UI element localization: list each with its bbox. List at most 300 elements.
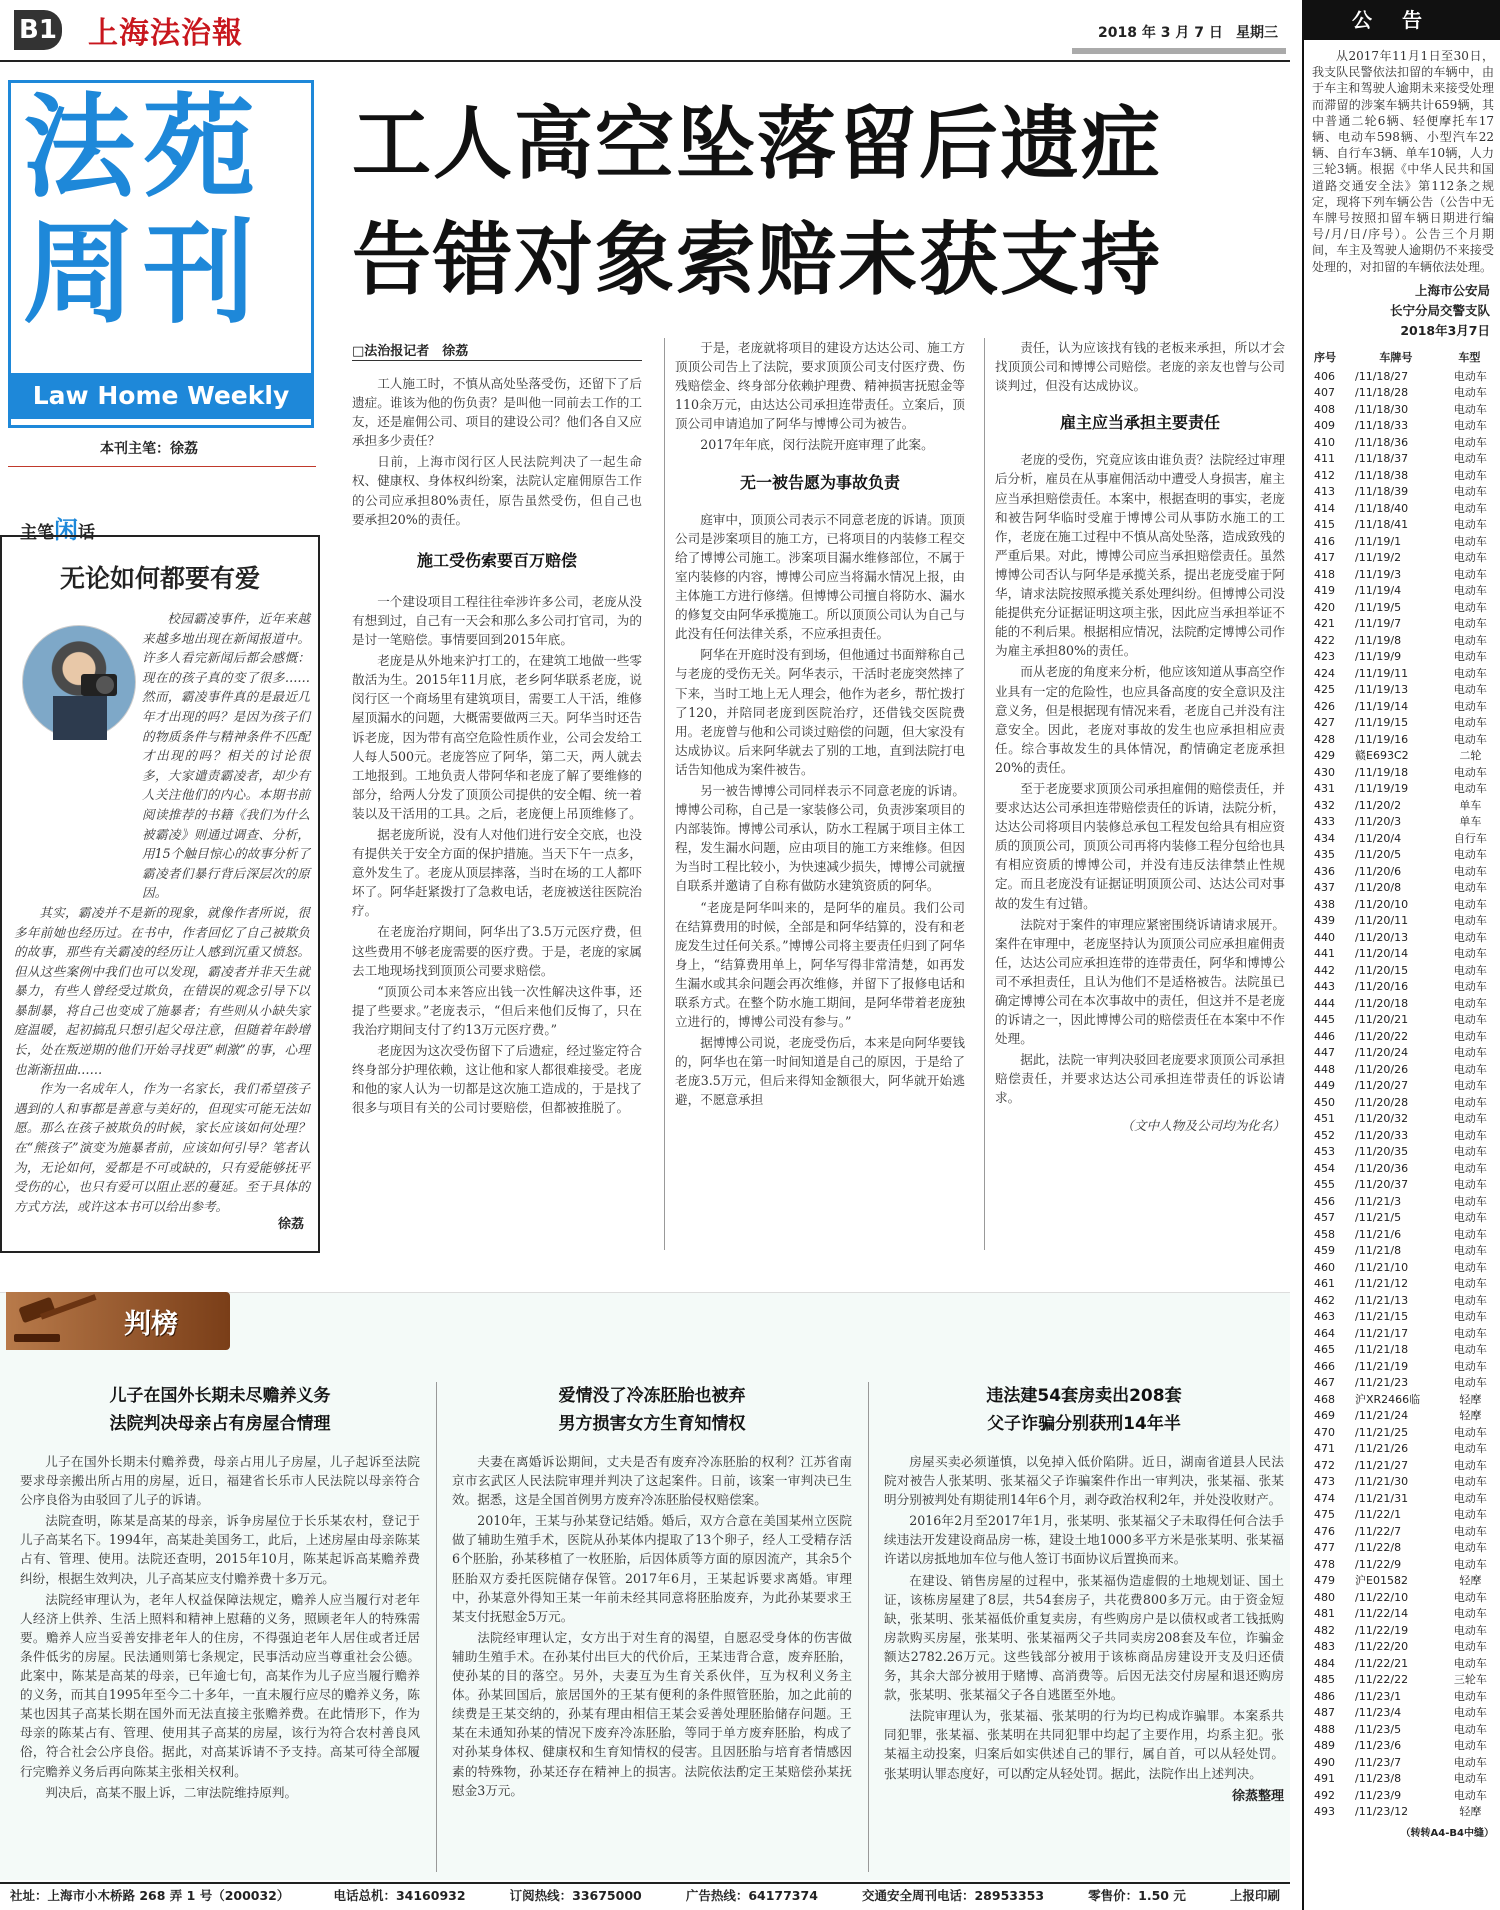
vehicle-row: [1304, 897, 1500, 914]
vehicle-type-cell: 电动车: [1453, 848, 1487, 862]
vehicle-no-cell: 490: [1314, 1755, 1335, 1769]
vehicle-col-plate: 车牌号: [1379, 350, 1413, 364]
judgment-paragraph: 房屋买卖必须谨慎，以免掉入低价陷阱。近日，湖南省道县人民法院对被告人张某明、张某福父子诈骗案件作出一审判决，张某福、张某明分别被判处有期徒刑14年6个月，剥夺政治权利2年，并处没收财产。: [884, 1454, 1284, 1508]
judgment-paragraph: 法院审理认为，张某福、张某明的行为均已构成诈骗罪。本案系共同犯罪，张某福、张某明在共同犯罪中均起了主要作用，均系主犯。张某福主动投案，归案后如实供述自己的罪行，属自首，可以从轻处罚。张某明认罪态度好，可以酌定从轻处罚。据此，法院作出上述判决。: [884, 1708, 1284, 1781]
main-headline-line2: 告错对象索赔未获支持: [352, 214, 1162, 306]
footer-ads: 广告热线：64177374: [685, 1888, 818, 1903]
article-paragraph: 至于老庞要求顶顶公司承担雇佣的赔偿责任，并要求达达公司承担连带赔偿责任的诉请，法院分析，达达公司将项目内装修总承包工程发包给具有相应资质的顶顶公司，顶顶公司再将内装修工程分包给也具有相应资质的博博公司，并没有违反法律禁止性规定。而且老庞没有证据证明顶顶公司、达达公司对事故的发生有过错。: [995, 780, 1285, 911]
notice-panel: [1302, 0, 1500, 1910]
vehicle-no-cell: 441: [1314, 947, 1335, 961]
vehicle-no-cell: 416: [1314, 534, 1335, 548]
vehicle-row: [1304, 1408, 1500, 1425]
vehicle-row: [1304, 550, 1500, 567]
vehicle-row: [1304, 864, 1500, 881]
article-paragraph: 庭审中，顶顶公司表示不同意老庞的诉请。顶顶公司是涉案项目的施工方，已将项目的内装修工程交给了博博公司施工。涉案项目漏水维修部位，不属于室内装修的内容，博博公司应当将漏水情况上报，由主体施工方进行修缮。但博博公司擅自将防水、漏水的修复交由阿华承揽施工。所以顶顶公司认为自己与此没有任何法律关系，不应承担责任。: [675, 511, 965, 642]
vehicle-type-cell: 电动车: [1453, 1046, 1487, 1060]
column-paragraph: 作为一名成年人，作为一名家长，我们希望孩子遇到的人和事都是善意与美好的，但现实可能无法如愿。那么在孩子被欺负的时候，家长应该如何处理？在“熊孩子”演变为施暴者前，应该如何引导？笔者认为，无论如何，爱都是不可或缺的，只有爱能够抚平受伤的心，也只有爱可以阻止恶的蔓延。至于具体的方式方法，或许这本书可以给出参考。: [14, 1081, 310, 1214]
vehicle-plate-cell: /11/19/18: [1355, 765, 1409, 779]
footer-phone: 电话总机：34160932: [333, 1888, 466, 1903]
judgment-paragraph: 判决后，高某不服上诉，二审法院维持原判。: [45, 1784, 298, 1800]
vehicle-no-cell: 411: [1314, 452, 1335, 466]
vehicle-type-cell: 电动车: [1453, 1376, 1487, 1390]
article-column-1: [352, 374, 642, 1250]
vehicle-no-cell: 468: [1314, 1392, 1335, 1406]
vehicle-type-cell: 电动车: [1453, 1029, 1487, 1043]
vehicle-type-cell: 电动车: [1453, 534, 1487, 548]
article-paragraph: “老庞是阿华叫来的，是阿华的雇员。我们公司在结算费用的时候，全部是和阿华结算的，没有和老庞发生过任何关系。”博博公司将主要责任归到了阿华身上，“结算费用单上，阿华写得非常清楚，如再发生漏水或其余问题会再次维修，并留下了报修电话和联系方式。在整个防水施工期间，是阿华带着老庞独立进行的，博博公司没有参与。”: [675, 899, 965, 1030]
vehicle-row: [1304, 1359, 1500, 1376]
notice-issuer-1: 上海市公安局: [1414, 282, 1490, 298]
vehicle-no-cell: 430: [1314, 765, 1335, 779]
vehicle-plate-cell: /11/21/10: [1355, 1260, 1409, 1274]
vehicle-type-cell: 电动车: [1453, 1227, 1487, 1241]
vehicle-no-cell: 470: [1314, 1425, 1335, 1439]
column-signature: 徐荔: [277, 1217, 304, 1232]
vehicle-no-cell: 471: [1314, 1442, 1335, 1456]
vehicle-type-cell: 电动车: [1453, 1277, 1487, 1291]
vehicle-row: [1304, 1309, 1500, 1326]
vehicle-type-cell: 轻摩: [1459, 1574, 1482, 1588]
vehicle-type-cell: 电动车: [1453, 1491, 1487, 1505]
vehicle-plate-cell: /11/23/7: [1355, 1755, 1402, 1769]
vehicle-row: [1304, 1606, 1500, 1623]
vehicle-plate-cell: /11/22/8: [1355, 1541, 1402, 1555]
vehicle-plate-cell: /11/22/20: [1355, 1640, 1409, 1654]
vehicle-type-cell: 电动车: [1453, 683, 1487, 697]
vehicle-no-cell: 422: [1314, 633, 1335, 647]
vehicle-plate-cell: /11/21/5: [1355, 1211, 1402, 1225]
byline-rule: [352, 360, 642, 361]
vehicle-type-cell: 电动车: [1453, 600, 1487, 614]
vehicle-plate-cell: /11/20/21: [1355, 1013, 1409, 1027]
vehicle-plate-cell: /11/22/7: [1355, 1524, 1402, 1538]
vehicle-row: [1304, 781, 1500, 798]
vehicle-plate-cell: 赣E693C2: [1355, 749, 1409, 763]
article-paragraph: 老庞因为这次受伤留下了后遗症，经过鉴定符合终身部分护理依赖，这让他和家人都很难接受。老庞和他的家人认为一切都是这次施工造成的，于是找了很多与项目有关的公司讨要赔偿，但都被推脱了。: [352, 1043, 642, 1116]
vehicle-type-cell: 电动车: [1453, 1326, 1487, 1340]
vehicle-row: [1304, 484, 1500, 501]
page-code: B1: [14, 10, 62, 50]
vehicle-type-cell: 电动车: [1453, 1541, 1487, 1555]
vehicle-plate-cell: /11/20/18: [1355, 996, 1409, 1010]
vehicle-type-cell: 电动车: [1453, 864, 1487, 878]
judgments-banner: [6, 1292, 230, 1350]
section-title-line1: 法苑: [23, 83, 263, 213]
vehicle-no-cell: 455: [1314, 1178, 1335, 1192]
vehicle-type-cell: 电动车: [1453, 1194, 1487, 1208]
vehicle-no-cell: 429: [1314, 749, 1335, 763]
vehicle-plate-cell: /11/20/11: [1355, 914, 1409, 928]
judgment-paragraph: 法院经审理认定，女方出于对生育的渴望，自愿忍受身体的伤害做辅助生殖手术。在孙某付出巨大的代价后，王某违背合意，废弃胚胎，使孙某的目的落空。另外，夫妻互为生育关系伙伴，互为权利义务主体。孙某回国后，旅居国外的王某有便利的条件照管胚胎，加之此前的续费是王某交纳的，孙某有理由相信王某会妥善处理胚胎储存问题。王某在未通知孙某的情况下废弃冷冻胚胎，等同于单方废弃胚胎，构成了对孙某身体权、健康权和生育知情权的侵害。且因胚胎与培育者情感因素的特殊物，孙某还存在精神上的损害。法院依法酌定王某赔偿孙某抚慰金3万元。: [452, 1629, 852, 1798]
vehicle-plate-cell: /11/18/39: [1355, 485, 1409, 499]
vehicle-row: [1304, 1474, 1500, 1491]
vehicle-type-cell: 电动车: [1453, 584, 1487, 598]
vehicle-type-cell: 电动车: [1453, 1079, 1487, 1093]
vehicle-row: [1304, 666, 1500, 683]
main-byline: □法治报记者 徐荔: [352, 344, 469, 359]
vehicle-no-cell: 491: [1314, 1772, 1335, 1786]
article-paragraph: 阿华在开庭时没有到场，但他通过书面辩称自己与老庞的受伤无关。阿华表示，干活时老庞突然摔了下来，当时工地上无人理会，他作为老乡，帮忙拨打了120，并陪同老庞到医院治疗，还借钱交医院费用。老庞曾与他和公司谈过赔偿的问题，但大家没有达成协议。后来阿华就去了别的工地，直到法院打电话告知他成为案件被告。: [675, 647, 965, 777]
vehicle-row: [1304, 1227, 1500, 1244]
vehicle-row: [1304, 1375, 1500, 1392]
vehicle-row: [1304, 1491, 1500, 1508]
vehicle-no-cell: 476: [1314, 1524, 1335, 1538]
vehicle-row: [1304, 1722, 1500, 1739]
vehicle-no-cell: 450: [1314, 1095, 1335, 1109]
vehicle-no-cell: 428: [1314, 732, 1335, 746]
vehicle-row: [1304, 1689, 1500, 1706]
vehicle-plate-cell: 沪XR2466临: [1355, 1392, 1421, 1406]
vehicle-no-cell: 409: [1314, 419, 1335, 433]
vehicle-plate-cell: /11/21/23: [1355, 1376, 1409, 1390]
vehicle-type-cell: 单车: [1459, 815, 1482, 829]
judgment-signature: 徐蒸整理: [1231, 1788, 1284, 1804]
vehicle-plate-cell: /11/22/1: [1355, 1508, 1402, 1522]
vehicle-type-cell: 轻摩: [1459, 1805, 1482, 1819]
vehicle-no-cell: 442: [1314, 963, 1335, 977]
vehicle-type-cell: 电动车: [1453, 1343, 1487, 1357]
vehicle-no-cell: 485: [1314, 1673, 1335, 1687]
vehicle-type-cell: 电动车: [1453, 1013, 1487, 1027]
vehicle-no-cell: 477: [1314, 1541, 1335, 1555]
vehicle-no-cell: 462: [1314, 1293, 1335, 1307]
vehicle-row: [1304, 1771, 1500, 1788]
vehicle-row: [1304, 1755, 1500, 1772]
vehicle-row: [1304, 402, 1500, 419]
vehicle-type-cell: 电动车: [1453, 1640, 1487, 1654]
vehicle-row: [1304, 1128, 1500, 1145]
vehicle-plate-cell: /11/21/27: [1355, 1458, 1409, 1472]
vehicle-row: [1304, 1705, 1500, 1722]
vehicle-row: [1304, 765, 1500, 782]
article-paragraph: 老庞是从外地来沪打工的，在建筑工地做一些零散活为生。2015年11月底，老乡阿华联系老庞，说闵行区一个商场里有建筑项目，需要工人干活，维修屋顶漏水的问题，大概需要做两三天。阿华当时还告诉老庞，因为带有高空危险性质作业，公司会发给工人每人500元。老庞答应了阿华，第二天，两人就去工地报到。工地负责人带阿华和老庞了解了要维修的部分，给两人分发了顶顶公司提供的安全帽、统一着装以及干活用的工具。之后，老庞便上吊顶维修了。: [352, 653, 642, 821]
article-paragraph: 一个建设项目工程往往牵涉许多公司，老庞从没有想到过，自己有一天会和那么多公司打官司，为的是讨一笔赔偿。事情要回到2015年底。: [352, 593, 642, 648]
judgment-item: [20, 1382, 420, 1872]
vehicle-no-cell: 465: [1314, 1343, 1335, 1357]
vehicle-plate-cell: /11/18/40: [1355, 501, 1409, 515]
vehicle-plate-cell: /11/18/36: [1355, 435, 1409, 449]
vehicle-no-cell: 440: [1314, 930, 1335, 944]
section-title-line2: 周刊: [23, 209, 263, 339]
vehicle-type-cell: 电动车: [1453, 1475, 1487, 1489]
vehicle-row: [1304, 1507, 1500, 1524]
vehicle-type-cell: 电动车: [1453, 1359, 1487, 1373]
vehicle-no-cell: 446: [1314, 1029, 1335, 1043]
vehicle-plate-cell: /11/20/27: [1355, 1079, 1409, 1093]
vehicle-type-cell: 电动车: [1453, 914, 1487, 928]
vehicle-plate-cell: /11/21/25: [1355, 1425, 1409, 1439]
notice-body: 从2017年11月1日至30日，我支队民警依法扣留的车辆中，由于车主和驾驶人逾期未来接受处理而滞留的涉案车辆共计659辆，其中普通二轮6辆、轻便摩托车17辆、电动车598辆、小型汽车22辆、自行车3辆、单车10辆，人力三轮3辆。根据《中华人民共和国道路交通安全法》第112条之规定，现将下列车辆公告（公告中无车牌号按照扣留车辆日期进行编号/月/日/序号）。公告三个月期间，车主及驾驶人逾期仍不来接受处理的，对扣留的车辆依法处理。: [1312, 49, 1494, 274]
vehicle-row: [1304, 600, 1500, 617]
vehicle-type-cell: 电动车: [1453, 1293, 1487, 1307]
vehicle-row: [1304, 699, 1500, 716]
vehicle-type-cell: 电动车: [1453, 963, 1487, 977]
vehicle-plate-cell: /11/20/3: [1355, 815, 1402, 829]
judgment-paragraph: 2010年，王某与孙某登记结婚。婚后，双方合意在美国某州立医院做了辅助生殖手术，医院从孙某体内提取了13个卵子，经人工受精存活6个胚胎，孙某移植了一枚胚胎，后因体质等方面的原因流产，其余5个胚胎双方委托医院储存保管。2017年6月，王某起诉要求离婚。审理中，孙某意外得知王某一年前未经其同意将胚胎废弃，为此孙某要求王某支付抚慰金5万元。: [452, 1513, 852, 1624]
vehicle-no-cell: 427: [1314, 716, 1335, 730]
vehicle-no-cell: 408: [1314, 402, 1335, 416]
vehicle-no-cell: 439: [1314, 914, 1335, 928]
vehicle-row: [1304, 633, 1500, 650]
vehicle-type-cell: 电动车: [1453, 435, 1487, 449]
vehicle-row: [1304, 847, 1500, 864]
vehicle-row: [1304, 468, 1500, 485]
vehicle-row: [1304, 1392, 1500, 1409]
judgment-paragraph: 儿子在国外长期未付赡养费，母亲占用儿子房屋，儿子起诉至法院要求母亲搬出所占用的房屋，近日，福建省长乐市人民法院以母亲符合公序良俗为由驳回了儿子的诉请。: [20, 1454, 420, 1508]
issue-weekday: 星期三: [1236, 25, 1278, 41]
vehicle-row: [1304, 913, 1500, 930]
vehicle-type-cell: 电动车: [1453, 897, 1487, 911]
section-logo-box: [8, 80, 314, 428]
vehicle-row: [1304, 1441, 1500, 1458]
vehicle-no-cell: 457: [1314, 1211, 1335, 1225]
vehicle-no-cell: 469: [1314, 1409, 1335, 1423]
vehicle-no-cell: 426: [1314, 699, 1335, 713]
vehicle-row: [1304, 616, 1500, 633]
vehicle-no-cell: 425: [1314, 683, 1335, 697]
vehicle-no-cell: 453: [1314, 1145, 1335, 1159]
vehicle-no-cell: 466: [1314, 1359, 1335, 1373]
column-label-prefix: 主笔: [20, 523, 54, 543]
vehicle-row: [1304, 451, 1500, 468]
vehicle-type-cell: 电动车: [1453, 1557, 1487, 1571]
footer-address: 社址：上海市小木桥路 268 弄 1 号（200032）: [10, 1888, 290, 1903]
vehicle-plate-cell: /11/18/28: [1355, 386, 1409, 400]
article-paragraph: “顶顶公司本来答应出钱一次性解决这件事，还提了些要求。”老庞表示，“但后来他们反悔了，只在我治疗期间支付了约13万元医疗费。”: [352, 983, 642, 1037]
vehicle-type-cell: 电动车: [1453, 1425, 1487, 1439]
vehicle-no-cell: 433: [1314, 815, 1335, 829]
article-paragraph: 据老庞所说，没有人对他们进行安全交底，也没有提供关于安全方面的保护措施。当天下午一点多，意外发生了。老庞从顶层摔落，当时在场的工人都吓坏了。阿华赶紧拨打了急救电话，老庞被送往医院治疗。: [352, 826, 642, 919]
vehicle-type-cell: 电动车: [1453, 485, 1487, 499]
vehicle-no-cell: 460: [1314, 1260, 1335, 1274]
column-paragraph: 其实，霸凌并不是新的现象，就像作者所说，很多年前她也经历过。在书中，作者回忆了自己被欺负的故事，那些有关霸凌的经历让人感到沉重又愤怒。但从这些案例中我们也可以发现，霸凌者并非天生就暴力，有些人曾经受过欺负，在错误的观念引导下以暴制暴，将自己也变成了施暴者；有些则从小缺失家庭温暖，起初搞乱只想引起父母注意，但随着年龄增长，处在叛逆期的他们开始寻找更“刺激”的事，心理也渐渐扭曲……: [14, 904, 310, 1077]
vehicle-row: [1304, 1161, 1500, 1178]
vehicle-no-cell: 482: [1314, 1623, 1335, 1637]
vehicle-plate-cell: /11/20/13: [1355, 930, 1409, 944]
vehicle-no-cell: 456: [1314, 1194, 1335, 1208]
vehicle-no-cell: 448: [1314, 1062, 1335, 1076]
judgment-paragraph: 在建设、销售房屋的过程中，张某福伪造虚假的土地规划证、国土证，该栋房屋建了8层，共54套房子，共花费800多万元。由于资金短缺，张某明、张某福低价重复卖房，有些购房户是以债权或者工钱抵购房款购买房屋，张某明、张某福两父子共同卖房208套及车位，诈骗金额达2782.26万元。这些钱部分被用于该栋商品房建设开支及归还债务，其余大部分被用于赌博、高消费等。后因无法交付房屋和退还购房款，张某明、张某福父子各自逃匿至外地。: [884, 1572, 1284, 1703]
vehicle-type-cell: 电动车: [1453, 1524, 1487, 1538]
vehicle-plate-cell: /11/18/38: [1355, 468, 1409, 482]
vehicle-plate-cell: /11/21/24: [1355, 1409, 1409, 1423]
vehicle-row: [1304, 1194, 1500, 1211]
vehicle-row: [1304, 1656, 1500, 1673]
vehicle-row: [1304, 1078, 1500, 1095]
notice-date: 2018年3月7日: [1400, 322, 1490, 338]
issue-date: 2018 年 3 月 7 日: [1098, 25, 1223, 41]
vehicle-plate-cell: /11/20/32: [1355, 1112, 1409, 1126]
section-english: Law Home Weekly: [11, 373, 311, 419]
vehicle-no-cell: 451: [1314, 1112, 1335, 1126]
vehicle-type-cell: 电动车: [1453, 1772, 1487, 1786]
vehicle-no-cell: 467: [1314, 1376, 1335, 1390]
column-box: [0, 535, 320, 1253]
vehicle-plate-cell: /11/23/6: [1355, 1739, 1402, 1753]
article-paragraph: 据博博公司说，老庞受伤后，本来是向阿华要钱的，阿华也在第一时间知道是自己的原因，于是给了老庞3.5万元，但后来得知金额很大，阿华就开始逃避，不愿意承担: [675, 1035, 965, 1108]
vehicle-row: [1304, 1738, 1500, 1755]
vehicle-type-cell: 电动车: [1453, 1623, 1487, 1637]
newspaper-logo: 上海法治報: [88, 16, 243, 51]
vehicle-row: [1304, 385, 1500, 402]
vehicle-type-cell: 电动车: [1453, 617, 1487, 631]
vehicle-row: [1304, 1062, 1500, 1079]
vehicle-row: [1304, 534, 1500, 551]
vehicle-no-cell: 443: [1314, 980, 1335, 994]
vehicle-col-no: 序号: [1314, 350, 1336, 364]
vehicle-row: [1304, 567, 1500, 584]
notice-title: 公告: [1304, 0, 1500, 40]
vehicle-no-cell: 461: [1314, 1277, 1335, 1291]
vehicle-plate-cell: /11/21/18: [1355, 1343, 1409, 1357]
judgment-paragraph: 法院查明，陈某是高某的母亲，诉争房屋位于长乐某农村，登记于儿子高某名下。1994年，高某赴美国务工，此后，上述房屋由母亲陈某占有、管理、使用。法院还查明，2015年10月，陈某起诉高某赡养费纠纷，根据生效判决，儿子高某应支付赡养费十多万元。: [20, 1513, 420, 1586]
judgment-title-line2: 父子诈骗分别获刑14年半: [987, 1414, 1181, 1434]
vehicle-plate-cell: /11/19/2: [1355, 551, 1402, 565]
vehicle-type-cell: 电动车: [1453, 1706, 1487, 1720]
vehicle-type-cell: 电动车: [1453, 1788, 1487, 1802]
masthead: [0, 0, 1290, 58]
vehicle-table-header: [1304, 347, 1500, 369]
vehicle-plate-cell: /11/22/21: [1355, 1656, 1409, 1670]
vehicle-plate-cell: /11/20/10: [1355, 897, 1409, 911]
vehicle-type-cell: 轻摩: [1459, 1392, 1482, 1406]
subhead-2: 无一被告愿为事故负责: [739, 472, 900, 492]
vehicle-row: [1304, 1111, 1500, 1128]
vehicle-plate-cell: /11/20/33: [1355, 1128, 1409, 1142]
vehicle-no-cell: 452: [1314, 1128, 1335, 1142]
vehicle-plate-cell: /11/20/26: [1355, 1062, 1409, 1076]
article-paragraph: 在老庞治疗期间，阿华出了3.5万元医疗费，但这些费用不够老庞需要的医疗费。于是，老庞的家属去工地现场找到顶顶公司要求赔偿。: [352, 924, 642, 978]
vehicle-plate-cell: /11/19/15: [1355, 716, 1409, 730]
vehicle-plate-cell: /11/23/1: [1355, 1689, 1402, 1703]
vehicle-type-cell: 电动车: [1453, 1656, 1487, 1670]
vehicle-type-cell: 电动车: [1453, 947, 1487, 961]
vehicle-row: [1304, 435, 1500, 452]
vehicle-plate-cell: /11/19/16: [1355, 732, 1409, 746]
notice-issuer-2: 长宁分局交警支队: [1389, 302, 1490, 318]
vehicle-row: [1304, 1458, 1500, 1475]
vehicle-type-cell: 电动车: [1453, 650, 1487, 664]
vehicle-row: [1304, 501, 1500, 518]
vehicle-type-cell: 轻摩: [1459, 1409, 1482, 1423]
vehicle-col-type: 车型: [1458, 350, 1481, 364]
vehicle-plate-cell: /11/20/16: [1355, 980, 1409, 994]
vehicle-type-cell: 电动车: [1453, 419, 1487, 433]
footer-printer: 上报印刷: [1229, 1888, 1280, 1903]
judgment-paragraph: 2016年2月至2017年1月，张某明、张某福父子未取得任何合法手续违法开发建设商品房一栋，建设土地1000多平方米是张某明、张某福许诺以房抵地加车位与他人签订书面协议后置换而来。: [884, 1513, 1284, 1567]
vehicle-no-cell: 464: [1314, 1326, 1335, 1340]
vehicle-no-cell: 493: [1314, 1805, 1335, 1819]
vehicle-plate-cell: /11/23/4: [1355, 1706, 1402, 1720]
article-paragraph: 据此，法院一审判决驳回老庞要求顶顶公司承担赔偿责任，并要求达达公司承担连带责任的诉讼请求。: [995, 1052, 1285, 1106]
vehicle-row: [1304, 831, 1500, 848]
vehicle-plate-cell: /11/21/12: [1355, 1277, 1409, 1291]
vehicle-no-cell: 492: [1314, 1788, 1335, 1802]
column-divider: [984, 338, 985, 1250]
vehicle-type-cell: 单车: [1459, 798, 1482, 812]
vehicle-row: [1304, 946, 1500, 963]
vehicle-type-cell: 电动车: [1453, 666, 1487, 680]
vehicle-no-cell: 419: [1314, 584, 1335, 598]
vehicle-row: [1304, 649, 1500, 666]
vehicle-no-cell: 472: [1314, 1458, 1335, 1472]
vehicle-no-cell: 418: [1314, 567, 1335, 581]
vehicle-plate-cell: /11/22/9: [1355, 1557, 1402, 1571]
vehicle-row: [1304, 1045, 1500, 1062]
judgment-item: [452, 1382, 852, 1872]
vehicle-row: [1304, 1804, 1500, 1821]
judgment-title-line2: 法院判决母亲占有房屋合情理: [109, 1414, 331, 1434]
vehicle-plate-cell: /11/23/5: [1355, 1722, 1402, 1736]
vehicle-row: [1304, 1095, 1500, 1112]
vehicle-type-cell: 电动车: [1453, 1244, 1487, 1258]
vehicle-row: [1304, 1425, 1500, 1442]
vehicle-row: [1304, 1144, 1500, 1161]
vehicle-row: [1304, 1260, 1500, 1277]
vehicle-plate-cell: /11/23/9: [1355, 1788, 1402, 1802]
vehicle-no-cell: 475: [1314, 1508, 1335, 1522]
vehicle-type-cell: 电动车: [1453, 1310, 1487, 1324]
vehicle-plate-cell: /11/20/15: [1355, 963, 1409, 977]
vehicle-no-cell: 438: [1314, 897, 1335, 911]
vehicle-no-cell: 449: [1314, 1079, 1335, 1093]
vehicle-type-cell: 电动车: [1453, 1211, 1487, 1225]
vehicle-plate-cell: /11/21/31: [1355, 1491, 1409, 1505]
vehicle-no-cell: 454: [1314, 1161, 1335, 1175]
vehicle-plate-cell: /11/21/19: [1355, 1359, 1409, 1373]
vehicle-row: [1304, 880, 1500, 897]
vehicle-no-cell: 415: [1314, 518, 1335, 532]
column-text: [14, 609, 310, 1216]
vehicle-plate-cell: /11/18/37: [1355, 452, 1409, 466]
vehicle-plate-cell: /11/22/22: [1355, 1673, 1409, 1687]
vehicle-row: [1304, 1177, 1500, 1194]
vehicle-row: [1304, 1639, 1500, 1656]
vehicle-no-cell: 444: [1314, 996, 1335, 1010]
vehicle-no-cell: 421: [1314, 617, 1335, 631]
notice-continued: （转转A4-B4中缝）: [1400, 1827, 1494, 1839]
article-paragraph: 老庞的受伤，究竟应该由谁负责？法院经过审理后分析，雇员在从事雇佣活动中遭受人身损害，雇主应当承担赔偿责任。本案中，根据查明的事实，老庞和被告阿华临时受雇于博博公司从事防水施工的工作，老庞在施工过程中不慎从高处坠落，造成致残的严重后果。对此，博博公司应当承担赔偿责任。虽然博博公司否认与阿华是承揽关系，提出老庞受雇于阿华，请求法院按照承揽关系处理纠纷。但博博公司没能提供充分证据证明这项主张，因此应当承担举证不能的不利后果。根据相应情况，法院酌定博博公司作为雇主承担80%的责任。: [995, 452, 1285, 659]
vehicle-plate-cell: /11/20/24: [1355, 1046, 1409, 1060]
vehicle-no-cell: 447: [1314, 1046, 1335, 1060]
vehicle-type-cell: 电动车: [1453, 930, 1487, 944]
vehicle-plate-cell: /11/20/2: [1355, 798, 1402, 812]
vehicle-type-cell: 电动车: [1453, 518, 1487, 532]
vehicle-row: [1304, 1326, 1500, 1343]
judgment-title-line1: 爱情没了冷冻胚胎也被弃: [558, 1386, 746, 1406]
vehicle-type-cell: 电动车: [1453, 1145, 1487, 1159]
vehicle-table: [1304, 347, 1500, 1821]
vehicle-type-cell: 二轮: [1459, 749, 1482, 763]
vehicle-plate-cell: /11/18/30: [1355, 402, 1409, 416]
column-label-char: 闲: [54, 516, 78, 544]
judgment-title-line1: 违法建54套房卖出208套: [986, 1386, 1182, 1406]
vehicle-type-cell: 电动车: [1453, 501, 1487, 515]
vehicle-plate-cell: /11/19/5: [1355, 600, 1402, 614]
vehicle-plate-cell: /11/19/14: [1355, 699, 1409, 713]
column-label-suffix: 话: [78, 523, 95, 543]
subhead-3: 雇主应当承担主要责任: [1059, 413, 1220, 433]
vehicle-type-cell: 电动车: [1453, 782, 1487, 796]
footer: [0, 1882, 1290, 1908]
vehicle-type-cell: 三轮车: [1453, 1673, 1487, 1687]
vehicle-no-cell: 486: [1314, 1689, 1335, 1703]
vehicle-row: [1304, 996, 1500, 1013]
article-paragraph: 责任，认为应该找有钱的老板来承担，所以才会找顶顶公司和博博公司赔偿。老庞的亲友也曾与公司谈判过，但没有达成协议。: [995, 340, 1285, 394]
vehicle-row: [1304, 715, 1500, 732]
vehicle-no-cell: 434: [1314, 831, 1335, 845]
vehicle-row: [1304, 963, 1500, 980]
